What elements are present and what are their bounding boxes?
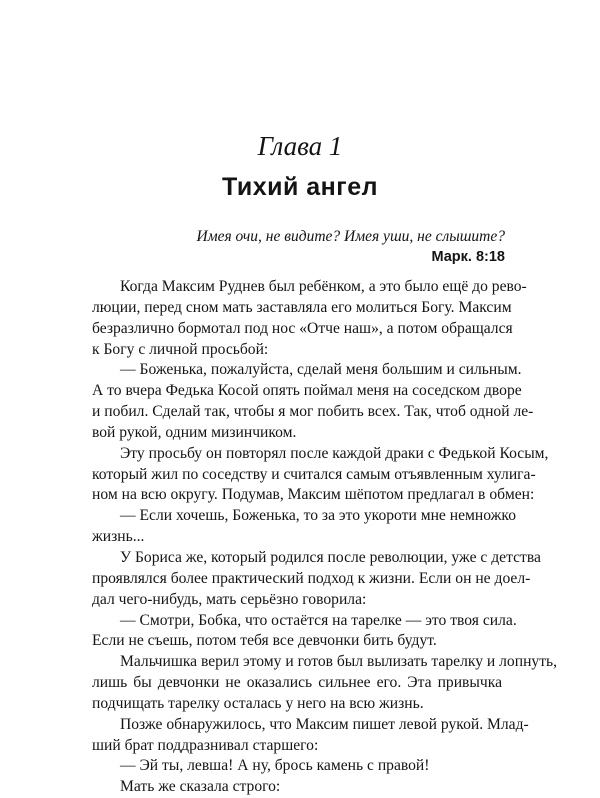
- chapter-title: Тихий ангел: [222, 173, 378, 201]
- text-line: А то вчера Федька Косой опять поймал меня на соседском дворе: [92, 382, 522, 400]
- text-line: — Эй ты, левша! А ну, брось камень с правой!: [120, 757, 430, 775]
- text-line: и побил. Сделай так, чтобы я мог побить всех. Так, чтоб одной ле-: [92, 403, 534, 421]
- text-line: лишь бы девчонки не оказались сильнее его. Эта привычка: [92, 674, 502, 692]
- text-line: Мать же сказала строго:: [120, 778, 281, 796]
- text-line: жизнь...: [92, 528, 145, 546]
- epigraph: [120, 227, 505, 267]
- text-line: проявлялся более практический подход к жизни. Если он не доел-: [92, 569, 531, 587]
- text-line: дал чего-нибудь, мать серьёзно говорила:: [92, 590, 367, 608]
- text-line: вой рукой, одним мизинчиком.: [92, 423, 297, 441]
- chapter-number: Глава 1: [257, 131, 343, 161]
- text-line: — Если хочешь, Боженька, то за это укороти мне немножко: [120, 507, 516, 525]
- text-line: Когда Максим Руднев был ребёнком, а это было ещё до рево-: [120, 278, 527, 295]
- epigraph-source: Марк. 8:18: [431, 249, 505, 265]
- text-line: который жил по соседству и считался самым отъявленным хулига-: [92, 465, 536, 483]
- text-line: к Богу с личной просьбой:: [92, 340, 269, 358]
- text-line: — Боженька, пожалуйста, сделай меня большим и сильным.: [120, 361, 522, 379]
- text-line: безразлично бормотал под нос «Отче наш», а потом обращался: [92, 319, 513, 337]
- text-line: люции, перед сном мать заставляла его молиться Богу. Максим: [92, 298, 512, 316]
- text-line: У Бориса же, который родился после революции, уже с детства: [120, 548, 541, 566]
- epigraph-quote: Имея очи, не видите? Имея уши, не слышите?: [196, 228, 505, 245]
- text-line: — Смотри, Бобка, что остаётся на тарелке — это твоя сила.: [120, 611, 517, 629]
- text-line: Позже обнаружилось, что Максим пишет левой рукой. Млад-: [120, 715, 529, 733]
- body-text: [92, 277, 558, 798]
- text-line: Эту просьбу он повторял после каждой драки с Федькой Косым,: [120, 444, 549, 462]
- text-line: Если не съешь, потом тебя все девчонки бить будут.: [92, 632, 437, 650]
- text-line: ном на всю округу. Подумав, Максим шёпотом предлагал в обмен:: [92, 486, 535, 504]
- text-line: ший брат поддразнивал старшего:: [92, 736, 319, 754]
- text-line: подчищать тарелку осталась у него на всю жизнь.: [92, 694, 424, 712]
- text-line: Мальчишка верил этому и готов был вылизать тарелку и лопнуть,: [120, 653, 558, 671]
